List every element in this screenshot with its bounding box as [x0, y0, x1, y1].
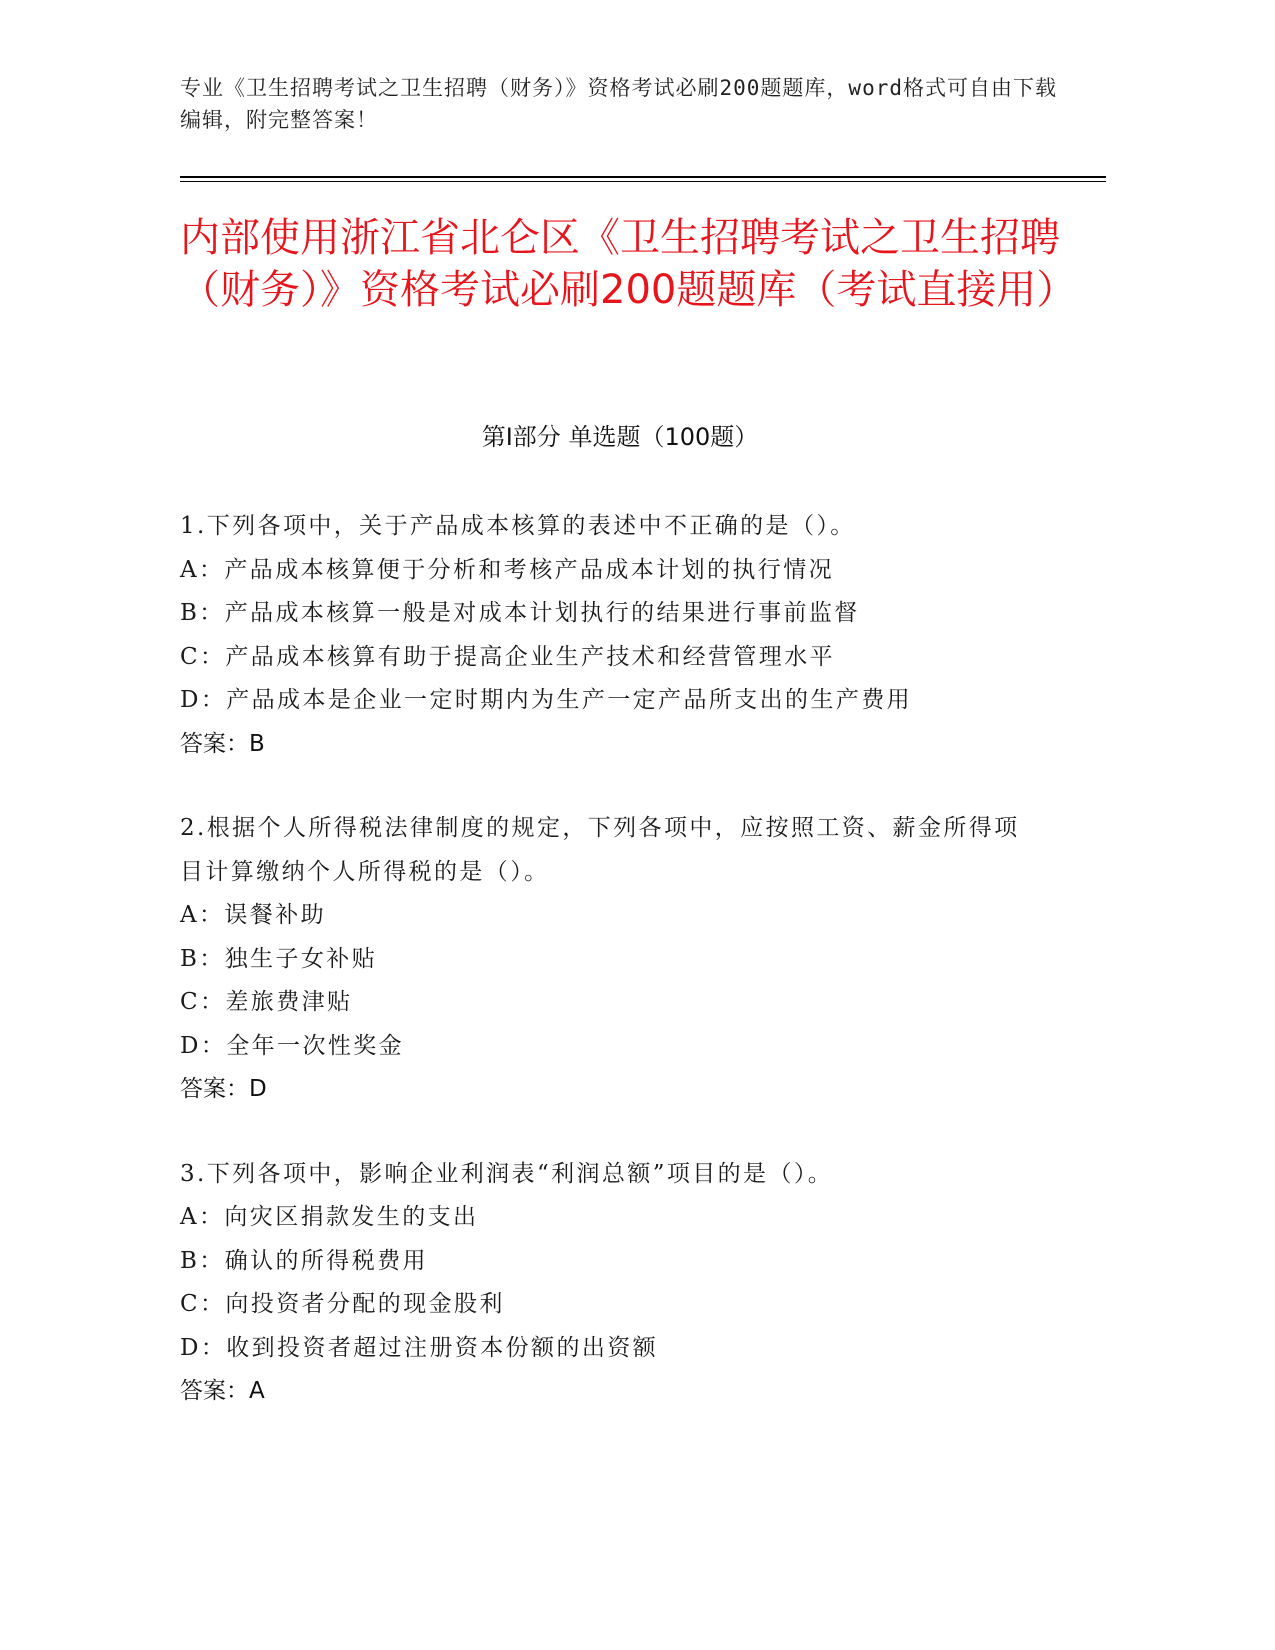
- option-c: C：产品成本核算有助于提高企业生产技术和经营管理水平: [180, 643, 835, 670]
- section-heading: 第I部分 单选题（100题）: [481, 423, 759, 451]
- answer-line: 答案：D: [180, 1076, 267, 1102]
- option-d: D：全年一次性奖金: [180, 1032, 405, 1059]
- option-d: D：产品成本是企业一定时期内为生产一定产品所支出的生产费用: [180, 687, 913, 713]
- question-stem: 2.根据个人所得税法律制度的规定，下列各项中，应按照工资、薪金所得项目计算缴纳个人所得税的是（）。: [180, 815, 1020, 885]
- question-1: [180, 505, 1080, 766]
- option-a: A：误餐补助: [180, 902, 327, 928]
- answer-line: 答案：B: [180, 730, 265, 757]
- header-divider-thin: [180, 181, 1106, 182]
- header-note: 专业《卫生招聘考试之卫生招聘（财务）》资格考试必刷200题题库，word格式可自由下载编辑，附完整答案！: [180, 76, 1057, 132]
- option-a: A：产品成本核算便于分析和考核产品成本计划的执行情况: [180, 556, 835, 583]
- question-2: [180, 807, 1080, 1112]
- option-b: B：独生子女补贴: [180, 945, 378, 972]
- option-a: A：向灾区捐款发生的支出: [180, 1204, 479, 1230]
- option-c: C：差旅费津贴: [180, 989, 353, 1015]
- question-stem: 3.下列各项中，影响企业利润表“利润总额”项目的是（）。: [180, 1160, 834, 1187]
- option-b: B：确认的所得税费用: [180, 1247, 428, 1274]
- question-stem: 1.下列各项中，关于产品成本核算的表述中不正确的是（）。: [180, 513, 856, 539]
- answer-line: 答案：A: [180, 1378, 265, 1404]
- question-list: [180, 505, 1080, 1455]
- option-c: C：向投资者分配的现金股利: [180, 1291, 505, 1317]
- header-divider-thick: [180, 176, 1106, 178]
- question-3: [180, 1153, 1080, 1414]
- option-d: D：收到投资者超过注册资本份额的出资额: [180, 1334, 659, 1361]
- option-b: B：产品成本核算一般是对成本计划执行的结果进行事前监督: [180, 600, 860, 626]
- document-title: 内部使用浙江省北仑区《卫生招聘考试之卫生招聘（财务）》资格考试必刷200题题库（考试直接用）: [180, 215, 1077, 313]
